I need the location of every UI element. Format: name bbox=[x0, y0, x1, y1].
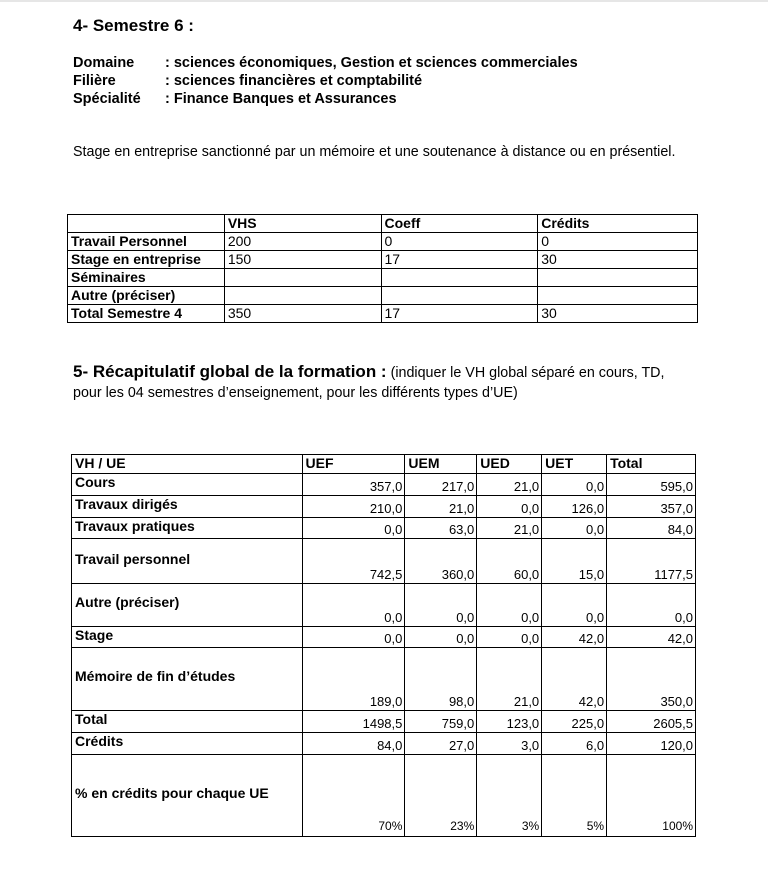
table-cell: 0,0 bbox=[405, 584, 477, 627]
table-cell: 0,0 bbox=[302, 518, 405, 539]
table-cell: 0,0 bbox=[477, 627, 542, 648]
meta-row-domaine bbox=[73, 54, 578, 72]
table-row bbox=[68, 287, 698, 305]
table-cell: 0,0 bbox=[542, 518, 607, 539]
table-cell bbox=[538, 287, 698, 305]
section-5-heading bbox=[73, 362, 697, 403]
table-cell: 30 bbox=[538, 305, 698, 323]
table-cell: 21,0 bbox=[405, 496, 477, 518]
header-cell: VHS bbox=[224, 215, 381, 233]
table-row bbox=[72, 755, 696, 837]
table-cell: 3,0 bbox=[477, 733, 542, 755]
table-row bbox=[72, 539, 696, 584]
table-cell: 100% bbox=[607, 755, 696, 837]
table-cell: 0 bbox=[381, 233, 538, 251]
table-cell: 126,0 bbox=[542, 496, 607, 518]
table-cell: 759,0 bbox=[405, 711, 477, 733]
table-row bbox=[72, 496, 696, 518]
table-cell: 742,5 bbox=[302, 539, 405, 584]
table-cell: 17 bbox=[381, 305, 538, 323]
row-label: Total bbox=[72, 711, 303, 733]
page-top-border bbox=[0, 0, 768, 2]
header-cell: UEM bbox=[405, 455, 477, 474]
table-cell: 98,0 bbox=[405, 648, 477, 711]
table-cell: 70% bbox=[302, 755, 405, 837]
row-label: Travaux pratiques bbox=[72, 518, 303, 539]
table-cell: 0,0 bbox=[542, 584, 607, 627]
table-cell: 210,0 bbox=[302, 496, 405, 518]
row-label: Travail personnel bbox=[72, 539, 303, 584]
row-label: Travail Personnel bbox=[68, 233, 225, 251]
table-cell bbox=[381, 287, 538, 305]
table-cell: 200 bbox=[224, 233, 381, 251]
table-cell bbox=[381, 269, 538, 287]
table-cell: 1498,5 bbox=[302, 711, 405, 733]
section-5-note: (indiquer le VH global séparé en cours, TD, pour les 04 semestres d’enseignement, pour les différents types d’UE) bbox=[73, 365, 665, 401]
table-cell: 21,0 bbox=[477, 518, 542, 539]
table-row bbox=[68, 269, 698, 287]
table-header-row bbox=[72, 455, 696, 474]
table-cell: 23% bbox=[405, 755, 477, 837]
header-cell: UET bbox=[542, 455, 607, 474]
table-cell: 189,0 bbox=[302, 648, 405, 711]
table-cell: 3% bbox=[477, 755, 542, 837]
header-cell: Coeff bbox=[381, 215, 538, 233]
header-cell: UEF bbox=[302, 455, 405, 474]
meta-value: : sciences financières et comptabilité bbox=[165, 73, 423, 89]
table-row bbox=[72, 733, 696, 755]
table-cell: 15,0 bbox=[542, 539, 607, 584]
table-cell: 42,0 bbox=[542, 627, 607, 648]
section-5-title: 5- Récapitulatif global de la formation : bbox=[73, 362, 387, 381]
table-cell: 21,0 bbox=[477, 474, 542, 496]
table-cell: 42,0 bbox=[607, 627, 696, 648]
table-cell: 42,0 bbox=[542, 648, 607, 711]
table-cell: 0,0 bbox=[477, 496, 542, 518]
table-cell: 357,0 bbox=[607, 496, 696, 518]
header-cell bbox=[68, 215, 225, 233]
semester-6-table bbox=[67, 214, 698, 323]
table-header-row bbox=[68, 215, 698, 233]
meta-row-specialite bbox=[73, 90, 578, 108]
table-cell: 0,0 bbox=[302, 627, 405, 648]
table-row bbox=[72, 474, 696, 496]
table-cell: 150 bbox=[224, 251, 381, 269]
table-cell: 350 bbox=[224, 305, 381, 323]
header-cell: Crédits bbox=[538, 215, 698, 233]
row-label: % en crédits pour chaque UE bbox=[72, 755, 303, 837]
table-cell: 120,0 bbox=[607, 733, 696, 755]
program-metadata bbox=[73, 54, 578, 108]
meta-row-filiere bbox=[73, 72, 578, 90]
row-label: Mémoire de fin d’études bbox=[72, 648, 303, 711]
table-cell: 360,0 bbox=[405, 539, 477, 584]
table-cell: 0,0 bbox=[405, 627, 477, 648]
table-row bbox=[72, 711, 696, 733]
row-label: Cours bbox=[72, 474, 303, 496]
row-label: Autre (préciser) bbox=[72, 584, 303, 627]
table-cell: 0,0 bbox=[542, 474, 607, 496]
table-cell bbox=[224, 269, 381, 287]
table-cell: 84,0 bbox=[302, 733, 405, 755]
meta-value: : sciences économiques, Gestion et sciences commerciales bbox=[165, 55, 578, 71]
table-row bbox=[68, 305, 698, 323]
table-cell: 217,0 bbox=[405, 474, 477, 496]
meta-key: Filière bbox=[73, 73, 116, 89]
table-row bbox=[72, 584, 696, 627]
table-cell: 0,0 bbox=[477, 584, 542, 627]
row-label: Séminaires bbox=[68, 269, 225, 287]
row-label: Travaux dirigés bbox=[72, 496, 303, 518]
table-cell: 27,0 bbox=[405, 733, 477, 755]
meta-value: : Finance Banques et Assurances bbox=[165, 91, 397, 107]
header-cell: Total bbox=[607, 455, 696, 474]
table-cell bbox=[224, 287, 381, 305]
table-cell: 21,0 bbox=[477, 648, 542, 711]
table-cell: 2605,5 bbox=[607, 711, 696, 733]
table-cell: 123,0 bbox=[477, 711, 542, 733]
row-label: Total Semestre 4 bbox=[68, 305, 225, 323]
table-cell: 357,0 bbox=[302, 474, 405, 496]
table-cell: 63,0 bbox=[405, 518, 477, 539]
table-cell bbox=[538, 269, 698, 287]
meta-key: Spécialité bbox=[73, 91, 141, 107]
table-row bbox=[72, 648, 696, 711]
meta-key: Domaine bbox=[73, 55, 135, 71]
table-cell: 6,0 bbox=[542, 733, 607, 755]
table-cell: 350,0 bbox=[607, 648, 696, 711]
table-cell: 0,0 bbox=[607, 584, 696, 627]
stage-description: Stage en entreprise sanctionné par un mémoire et une soutenance à distance ou en présentiel. bbox=[73, 144, 676, 160]
table-cell: 30 bbox=[538, 251, 698, 269]
table-cell: 5% bbox=[542, 755, 607, 837]
table-cell: 1177,5 bbox=[607, 539, 696, 584]
header-cell: VH / UE bbox=[72, 455, 303, 474]
header-cell: UED bbox=[477, 455, 542, 474]
table-cell: 225,0 bbox=[542, 711, 607, 733]
table-cell: 17 bbox=[381, 251, 538, 269]
global-summary-table bbox=[71, 454, 696, 837]
table-cell: 0,0 bbox=[302, 584, 405, 627]
row-label: Stage en entreprise bbox=[68, 251, 225, 269]
table-cell: 0 bbox=[538, 233, 698, 251]
table-row bbox=[68, 251, 698, 269]
table-cell: 60,0 bbox=[477, 539, 542, 584]
row-label: Crédits bbox=[72, 733, 303, 755]
table-cell: 595,0 bbox=[607, 474, 696, 496]
section-4-title: 4- Semestre 6 : bbox=[73, 16, 194, 35]
table-row bbox=[68, 233, 698, 251]
row-label: Autre (préciser) bbox=[68, 287, 225, 305]
table-cell: 84,0 bbox=[607, 518, 696, 539]
row-label: Stage bbox=[72, 627, 303, 648]
table-row bbox=[72, 627, 696, 648]
table-row bbox=[72, 518, 696, 539]
